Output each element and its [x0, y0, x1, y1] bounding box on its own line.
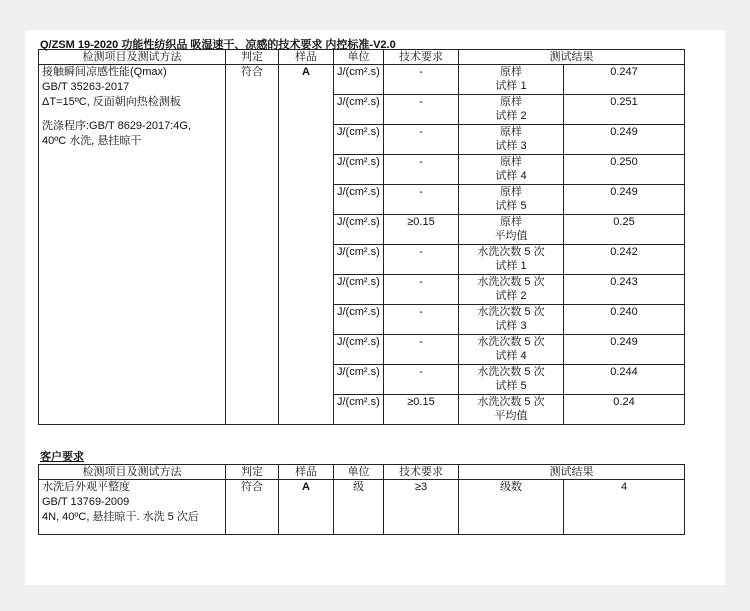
result-label-line: 试样 3: [495, 140, 527, 152]
result-label-cell: [459, 125, 564, 155]
result-label-cell: 级数: [459, 480, 564, 535]
result-value-cell: 0.240: [564, 305, 685, 335]
requirement-cell: -: [384, 335, 459, 365]
unit-cell: J/(cm².s): [334, 335, 384, 365]
client-method-cell: [39, 480, 226, 535]
result-label-line: 原样: [500, 216, 522, 228]
result-label-line: 试样 5: [495, 200, 527, 212]
requirement-cell: -: [384, 245, 459, 275]
method-line: 4N, 40ºC, 悬挂晾干. 水洗 5 次后: [42, 511, 199, 523]
result-label-cell: [459, 155, 564, 185]
result-label-cell: [459, 395, 564, 425]
requirement-cell: ≥0.15: [384, 215, 459, 245]
sample-cell: A: [279, 65, 334, 425]
result-value-cell: 0.244: [564, 365, 685, 395]
judgement-cell: 符合: [226, 480, 279, 535]
result-value-cell: 0.247: [564, 65, 685, 95]
result-value-cell: 0.251: [564, 95, 685, 125]
unit-cell: J/(cm².s): [334, 65, 384, 95]
requirement-cell: -: [384, 95, 459, 125]
result-label-cell: [459, 305, 564, 335]
requirement-cell: -: [384, 185, 459, 215]
result-label-line: 试样 2: [495, 290, 527, 302]
result-label-line: 平均值: [494, 230, 528, 242]
result-label-cell: [459, 335, 564, 365]
result-label-cell: [459, 245, 564, 275]
sample-cell: A: [279, 480, 334, 535]
result-label-line: 原样: [500, 156, 522, 168]
unit-cell: J/(cm².s): [334, 275, 384, 305]
result-value-cell: 0.25: [564, 215, 685, 245]
result-value-cell: 0.24: [564, 395, 685, 425]
unit-cell: 级: [334, 480, 384, 535]
unit-cell: J/(cm².s): [334, 155, 384, 185]
result-label-line: 原样: [500, 96, 522, 108]
wash-line: 40ºC 水洗, 悬挂晾干: [42, 135, 142, 147]
wash-line: 洗涤程序:GB/T 8629-2017:4G,: [42, 120, 191, 132]
requirement-cell: -: [384, 155, 459, 185]
result-label-line: 水洗次数 5 次: [477, 396, 545, 408]
requirement-cell: ≥0.15: [384, 395, 459, 425]
table-row: [39, 65, 685, 95]
header-judgement: 判定: [226, 465, 279, 480]
method-line: GB/T 35263-2017: [42, 81, 130, 93]
header-sample: 样品: [279, 50, 334, 65]
result-value-cell: 0.250: [564, 155, 685, 185]
unit-cell: J/(cm².s): [334, 395, 384, 425]
main-header-row: [39, 50, 685, 65]
result-label-line: 原样: [500, 66, 522, 78]
result-label-line: 水洗次数 5 次: [477, 276, 545, 288]
result-value-cell: 0.249: [564, 335, 685, 365]
result-label-cell: [459, 215, 564, 245]
result-value-cell: 0.243: [564, 275, 685, 305]
client-results-table: [38, 464, 685, 535]
header-requirement: 技术要求: [384, 465, 459, 480]
result-label-line: 原样: [500, 126, 522, 138]
report-title: Q/ZSM 19-2020 功能性纺织品 吸湿速干、凉感的技术要求 内控标准-V2.0: [40, 39, 396, 51]
judgement-cell: 符合: [226, 65, 279, 425]
unit-cell: J/(cm².s): [334, 185, 384, 215]
unit-cell: J/(cm².s): [334, 245, 384, 275]
header-unit: 单位: [334, 50, 384, 65]
result-label-cell: [459, 95, 564, 125]
requirement-cell: ≥3: [384, 480, 459, 535]
method-line: 水洗后外观平整度: [42, 481, 130, 493]
requirement-cell: -: [384, 365, 459, 395]
table-row: [39, 480, 685, 535]
header-method: 检测项目及测试方法: [39, 50, 226, 65]
unit-cell: J/(cm².s): [334, 215, 384, 245]
result-label-line: 试样 4: [495, 170, 527, 182]
result-label-line: 试样 4: [495, 350, 527, 362]
method-line: 接触瞬间凉感性能(Qmax): [42, 66, 167, 78]
header-sample: 样品: [279, 465, 334, 480]
result-label-line: 试样 1: [495, 260, 527, 272]
result-label-line: 试样 1: [495, 80, 527, 92]
result-value-cell: 0.242: [564, 245, 685, 275]
header-result: 测试结果: [459, 465, 685, 480]
main-results-table: [38, 49, 685, 425]
result-label-line: 平均值: [494, 410, 528, 422]
header-requirement: 技术要求: [384, 50, 459, 65]
result-label-cell: [459, 365, 564, 395]
spacer: [42, 110, 222, 119]
method-cell: [39, 65, 226, 425]
result-label-line: 试样 5: [495, 380, 527, 392]
header-method: 检测项目及测试方法: [39, 465, 226, 480]
result-label-line: 试样 3: [495, 320, 527, 332]
header-result: 测试结果: [459, 50, 685, 65]
result-value-cell: 0.249: [564, 125, 685, 155]
requirement-cell: -: [384, 275, 459, 305]
unit-cell: J/(cm².s): [334, 365, 384, 395]
unit-cell: J/(cm².s): [334, 95, 384, 125]
result-label-line: 试样 2: [495, 110, 527, 122]
unit-cell: J/(cm².s): [334, 125, 384, 155]
method-line: GB/T 13769-2009: [42, 496, 130, 508]
header-judgement: 判定: [226, 50, 279, 65]
result-label-cell: [459, 185, 564, 215]
requirement-cell: -: [384, 305, 459, 335]
requirement-cell: -: [384, 125, 459, 155]
client-header-row: [39, 465, 685, 480]
result-label-line: 水洗次数 5 次: [477, 366, 545, 378]
result-label-line: 原样: [500, 186, 522, 198]
result-label-cell: [459, 65, 564, 95]
client-section-title: 客户要求: [40, 451, 84, 463]
unit-cell: J/(cm².s): [334, 305, 384, 335]
result-label-line: 水洗次数 5 次: [477, 246, 545, 258]
method-line: ΔT=15ºC, 反面朝向热检测板: [42, 96, 181, 108]
header-unit: 单位: [334, 465, 384, 480]
result-label-cell: [459, 275, 564, 305]
result-label-line: 水洗次数 5 次: [477, 336, 545, 348]
requirement-cell: -: [384, 65, 459, 95]
result-value-cell: 4: [564, 480, 685, 535]
result-value-cell: 0.249: [564, 185, 685, 215]
result-label-line: 水洗次数 5 次: [477, 306, 545, 318]
